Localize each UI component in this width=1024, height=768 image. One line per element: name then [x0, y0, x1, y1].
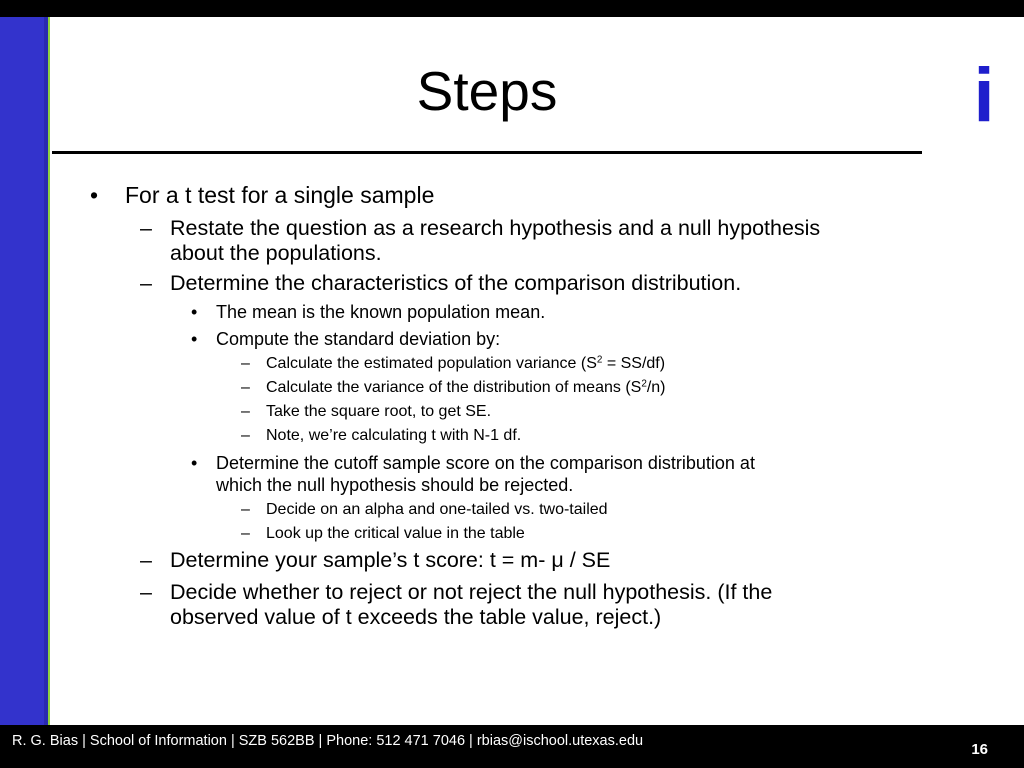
footer-contact: R. G. Bias | School of Information | SZB 562BB | Phone: 512 471 7046 | rbias@ischool.utexas.edu: [12, 733, 644, 749]
sub-restate-line1: Restate the question as a research hypothesis and a null hypothesis: [170, 216, 821, 240]
sub-restate-line2: about the populations.: [170, 241, 382, 265]
item-cutoff-line2: which the null hypothesis should be rejected.: [216, 475, 574, 495]
bullet-marker: •: [191, 302, 198, 322]
left-bar-shade: [44, 17, 48, 725]
dash-marker: –: [140, 271, 152, 295]
logo-letter: i: [973, 55, 995, 127]
superscript: 2: [596, 354, 603, 366]
dash-marker: –: [241, 501, 250, 518]
step-text: /n): [646, 379, 666, 396]
step-estimated-variance: [266, 354, 665, 374]
dash-marker: –: [241, 525, 250, 542]
bullet-marker: •: [191, 453, 198, 473]
sub-t-score: Determine your sample’s t score: t = m- μ / SE: [170, 548, 611, 572]
dash-marker: –: [140, 548, 152, 572]
dash-marker: –: [140, 580, 152, 604]
item-mean: The mean is the known population mean.: [216, 302, 546, 322]
slide-title: Steps: [416, 60, 558, 122]
title-rule: [52, 151, 922, 154]
sub-decide-line1: Decide whether to reject or not reject the null hypothesis. (If the: [170, 580, 773, 604]
dash-marker: –: [241, 379, 250, 396]
left-accent-bar: [0, 17, 50, 725]
step-text: Calculate the variance of the distribution of means (S: [266, 379, 642, 396]
ischool-logo-icon: [966, 55, 1002, 127]
step-text: = SS/df): [602, 355, 666, 372]
dash-marker: –: [241, 427, 250, 444]
step-variance-of-means: [266, 378, 666, 398]
superscript: 2: [641, 378, 647, 390]
bullet-single-sample: For a t test for a single sample: [125, 182, 435, 208]
bullet-marker: •: [191, 329, 198, 349]
page-number: 16: [971, 741, 988, 758]
step-text: Calculate the estimated population variance (S: [266, 355, 597, 372]
bullet-marker: •: [90, 182, 99, 208]
step-critical-value: Look up the critical value in the table: [266, 525, 525, 542]
item-compute-sd: Compute the standard deviation by:: [216, 329, 501, 349]
footer-bar: [0, 725, 1024, 768]
dash-marker: –: [241, 355, 250, 372]
dash-marker: –: [241, 403, 250, 420]
dash-marker: –: [140, 216, 152, 240]
step-note-df: Note, we’re calculating t with N-1 df.: [266, 427, 522, 444]
item-cutoff-line1: Determine the cutoff sample score on the comparison distribution at: [216, 453, 755, 473]
sub-decide-line2: observed value of t exceeds the table value, reject.): [170, 605, 662, 629]
step-square-root: Take the square root, to get SE.: [266, 403, 492, 420]
sub-characteristics: Determine the characteristics of the comparison distribution.: [170, 271, 742, 295]
top-bar: [0, 0, 1024, 17]
step-alpha: Decide on an alpha and one-tailed vs. two-tailed: [266, 501, 608, 518]
